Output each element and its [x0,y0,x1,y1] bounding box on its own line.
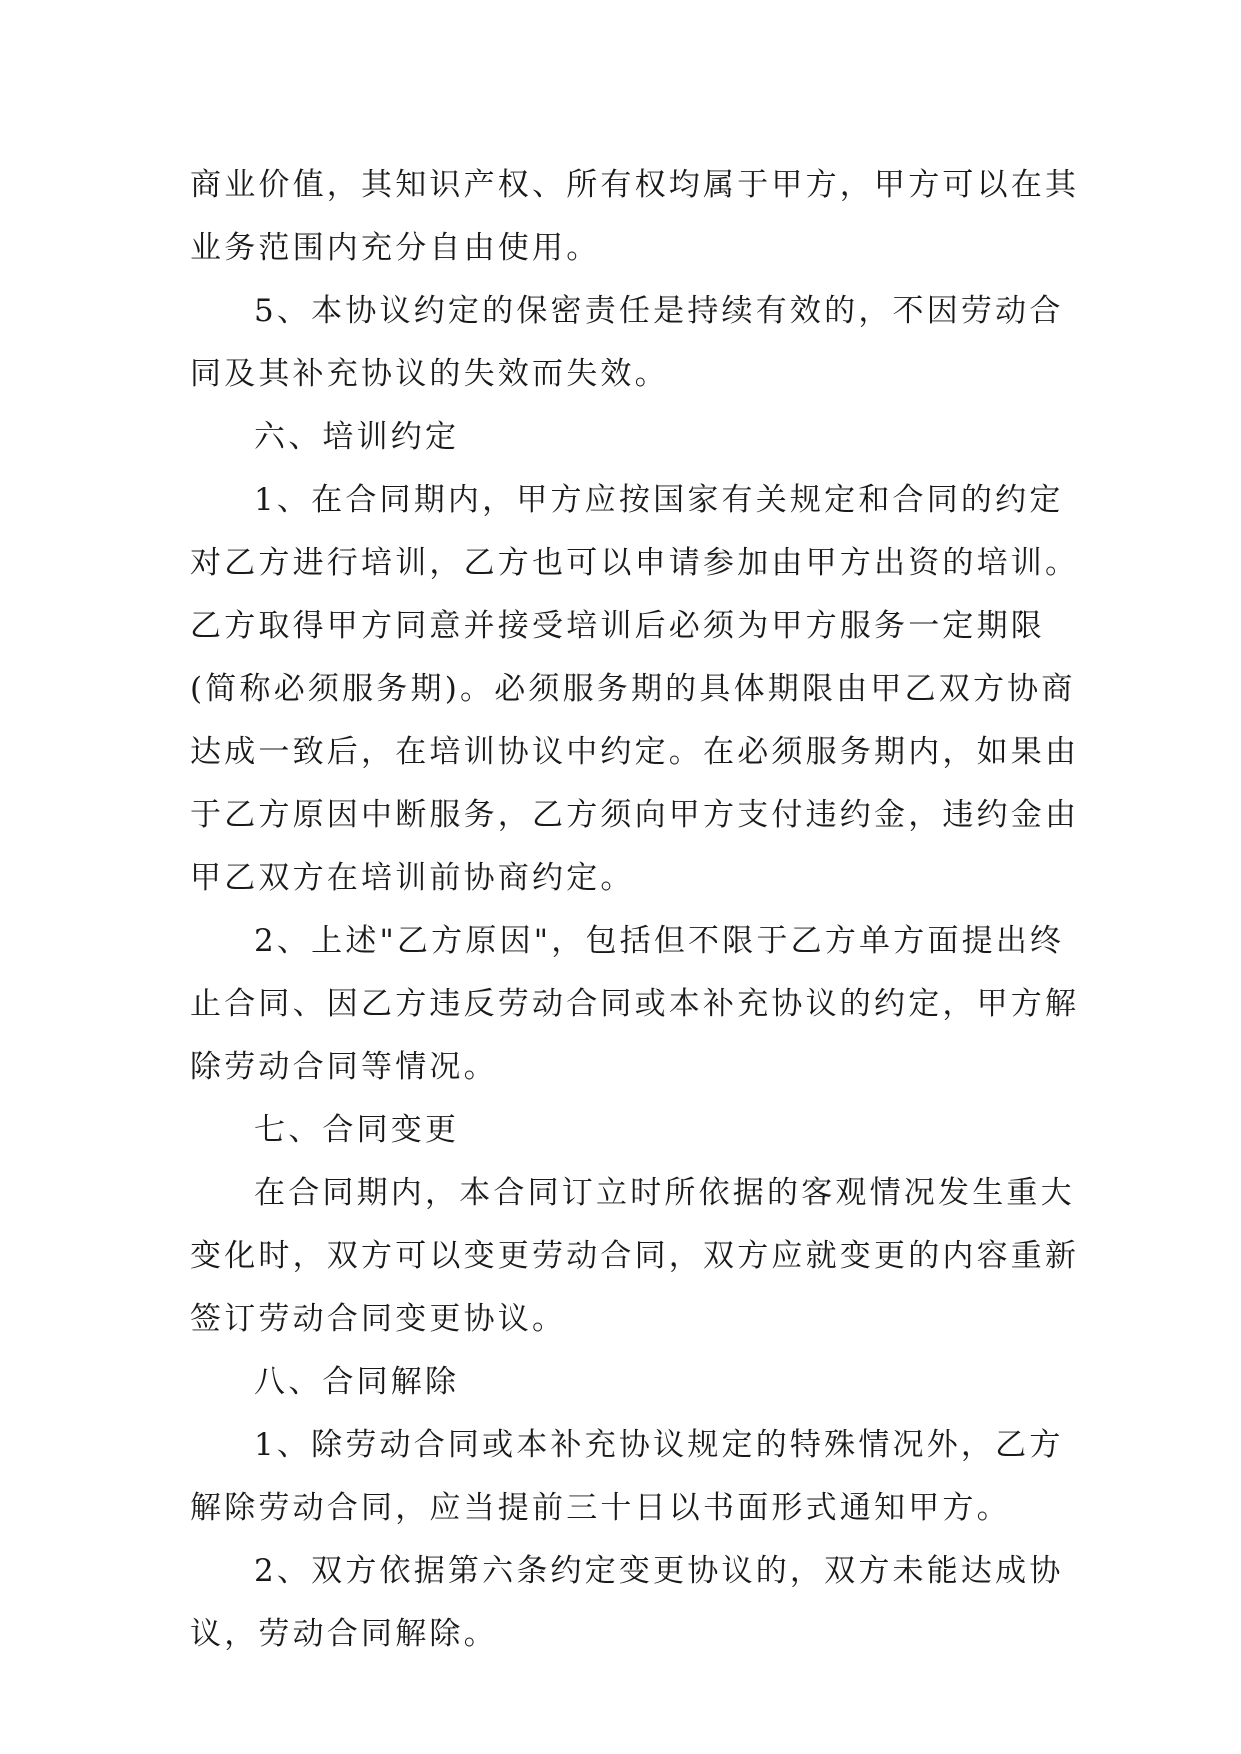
text-line: 议，劳动合同解除。 [190,1616,498,1652]
text-line: 同及其补充协议的失效而失效。 [190,356,669,392]
text-line: 1、除劳动合同或本补充协议规定的特殊情况外，乙方 [254,1427,1064,1463]
text-line: 商业价值，其知识产权、所有权均属于甲方，甲方可以在其 [190,167,1080,203]
text-line: 达成一致后，在培训协议中约定。在必须服务期内，如果由 [190,734,1080,770]
text-line: 5、本协议约定的保密责任是持续有效的，不因劳动合 [254,293,1064,329]
text-line: 除劳动合同等情况。 [190,1049,498,1085]
text-line: 1、在合同期内，甲方应按国家有关规定和合同的约定 [254,482,1064,518]
text-line: 乙方取得甲方同意并接受培训后必须为甲方服务一定期限 [190,608,1045,644]
section-heading: 七、合同变更 [254,1112,460,1148]
text-line: (简称必须服务期)。必须服务期的具体期限由甲乙双方协商 [190,671,1076,707]
text-line: 于乙方原因中断服务，乙方须向甲方支付违约金，违约金由 [190,797,1080,833]
text-line: 甲乙双方在培训前协商约定。 [190,860,635,896]
text-line: 2、双方依据第六条约定变更协议的，双方未能达成协 [254,1553,1064,1589]
text-line: 变化时，双方可以变更劳动合同，双方应就变更的内容重新 [190,1238,1080,1274]
text-line: 止合同、因乙方违反劳动合同或本补充协议的约定，甲方解 [190,986,1080,1022]
text-line: 解除劳动合同，应当提前三十日以书面形式通知甲方。 [190,1490,1011,1526]
document-body [190,154,1080,1666]
text-line: 2、上述"乙方原因"，包括但不限于乙方单方面提出终 [254,923,1065,959]
text-line: 签订劳动合同变更协议。 [190,1301,567,1337]
text-line: 对乙方进行培训，乙方也可以申请参加由甲方出资的培训。 [190,545,1080,581]
section-heading: 六、培训约定 [254,419,460,455]
text-line: 业务范围内充分自由使用。 [190,230,601,266]
text-line: 在合同期内，本合同订立时所依据的客观情况发生重大 [254,1175,1075,1211]
section-heading: 八、合同解除 [254,1364,460,1400]
